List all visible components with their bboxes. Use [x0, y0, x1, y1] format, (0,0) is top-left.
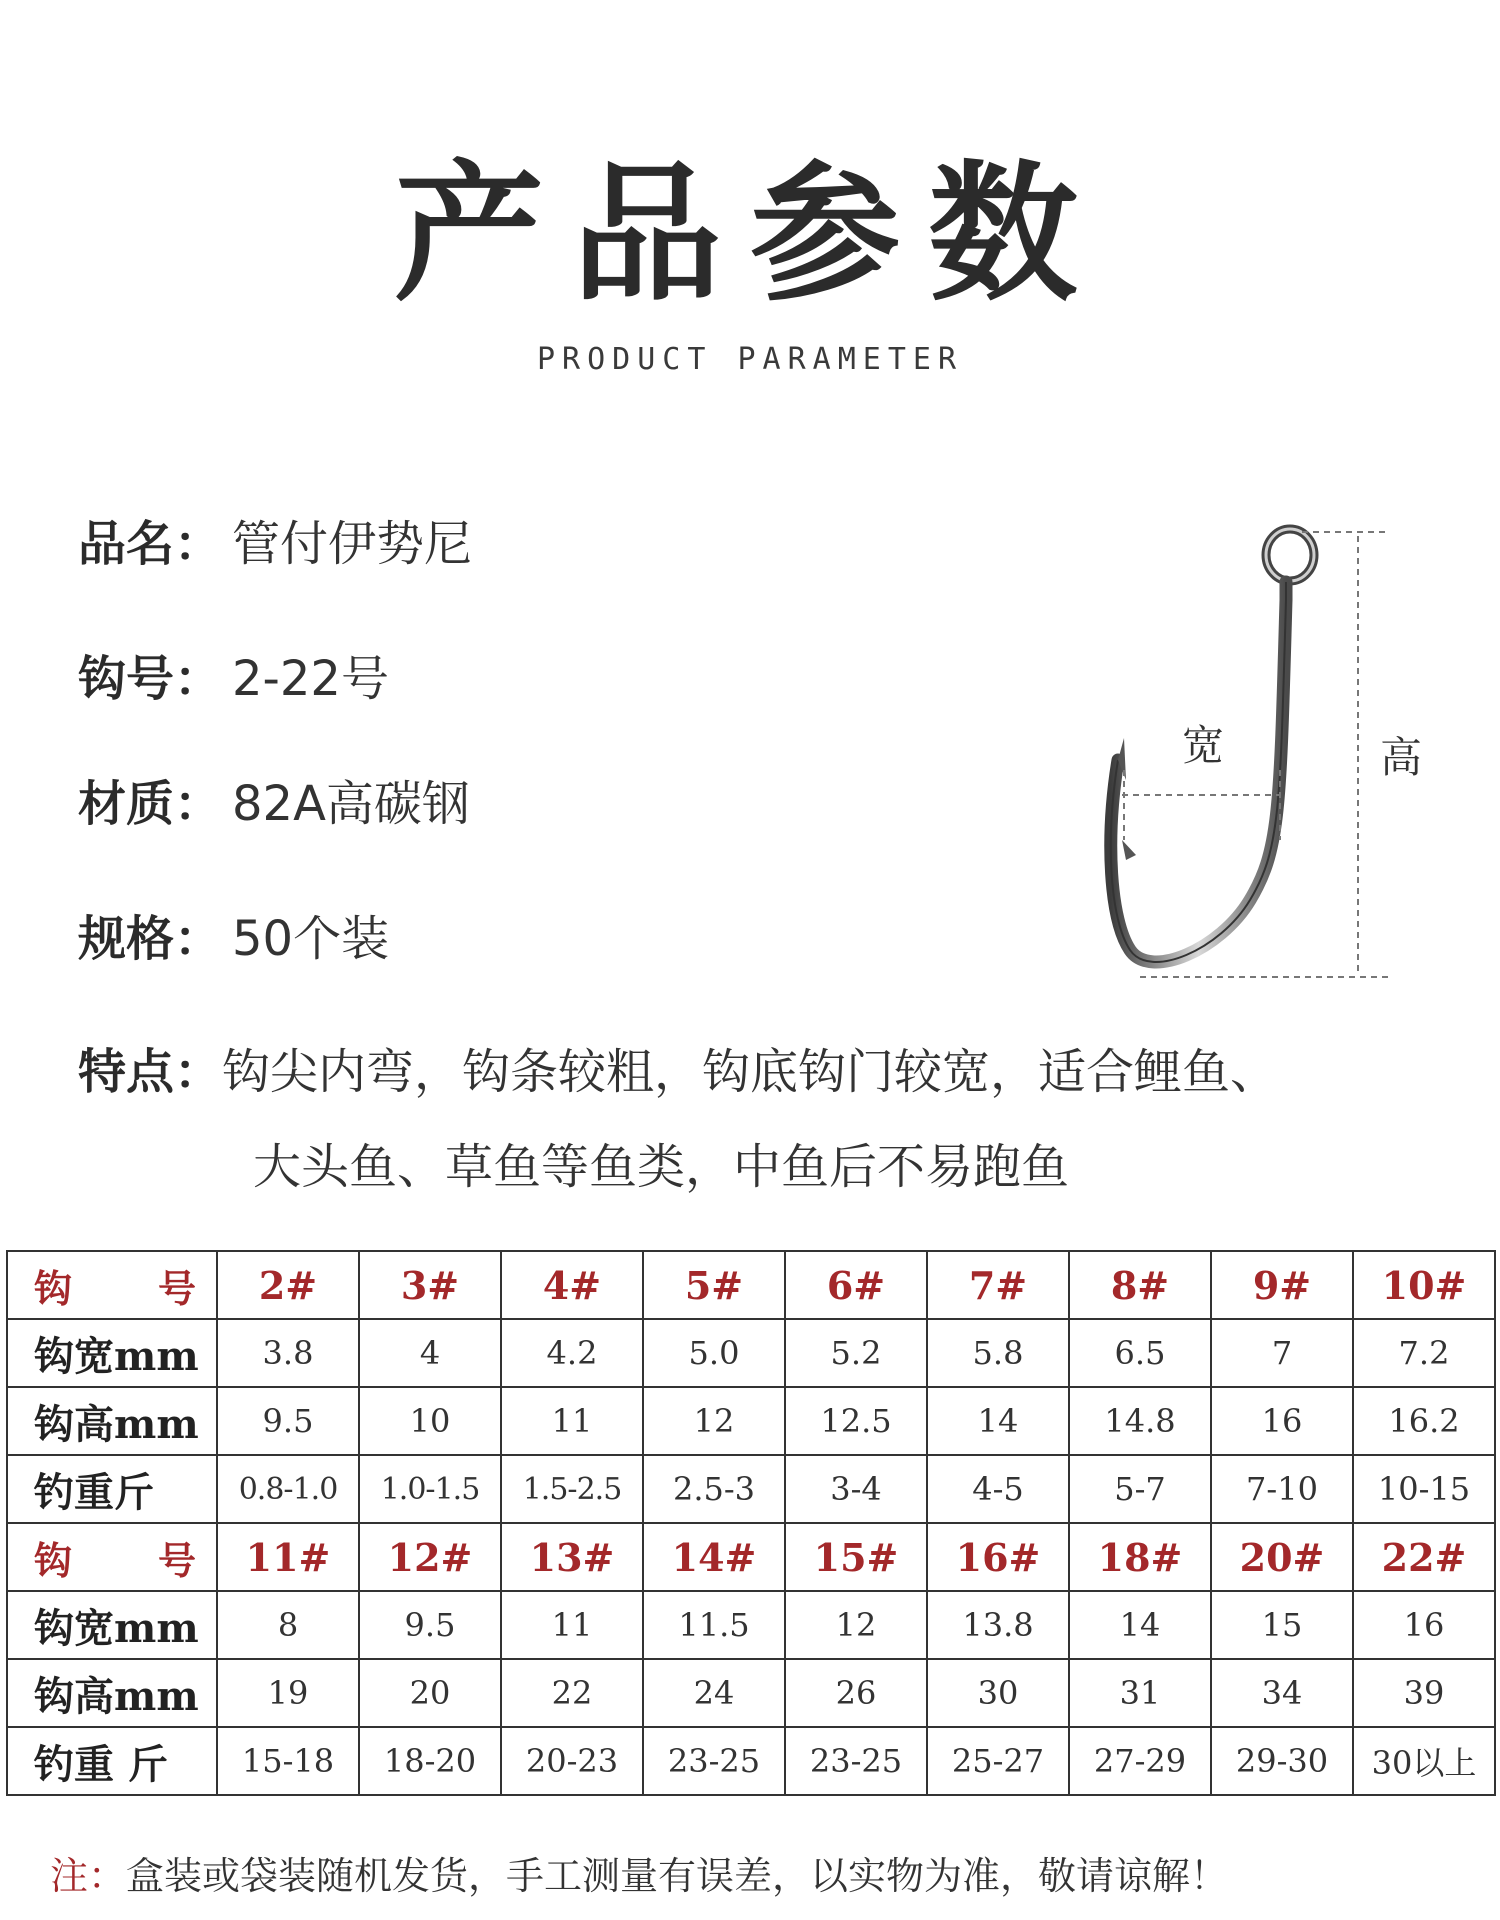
- spec-value: 50个装: [232, 911, 390, 967]
- hook-height-row: [7, 1659, 1495, 1727]
- table-cell: 9.5: [217, 1387, 359, 1455]
- table-cell: 8#: [1069, 1251, 1211, 1319]
- hook-width-row: [7, 1591, 1495, 1659]
- table-cell: 31: [1069, 1659, 1211, 1727]
- table-cell: 5.2: [785, 1319, 927, 1387]
- spec-label: 钩号：: [78, 651, 223, 707]
- table-cell: 18-20: [359, 1727, 501, 1795]
- table-cell: 14.8: [1069, 1387, 1211, 1455]
- note-text: 盒装或袋装随机发货，手工测量有误差，以实物为准，敬请谅解！: [126, 1854, 1229, 1898]
- row-header: 钩宽mm: [7, 1319, 217, 1387]
- table-cell: 3#: [359, 1251, 501, 1319]
- table-cell: 30: [927, 1659, 1069, 1727]
- dimension-lines: [1122, 532, 1390, 977]
- table-cell: 19: [217, 1659, 359, 1727]
- table-cell: 15-18: [217, 1727, 359, 1795]
- table-cell: 2.5-3: [643, 1455, 785, 1523]
- row-header: 钩高mm: [7, 1659, 217, 1727]
- table-cell: 12.5: [785, 1387, 927, 1455]
- feature-line-1: 钩尖内弯，钩条较粗，钩底钩门较宽，适合鲤鱼、: [222, 1044, 1279, 1100]
- table-cell: 30以上: [1353, 1727, 1495, 1795]
- spec-label: 材质：: [78, 776, 223, 832]
- table-cell: 12: [643, 1387, 785, 1455]
- page-subtitle: PRODUCT PARAMETER: [536, 342, 964, 377]
- row-header: 钓重斤: [7, 1455, 217, 1523]
- table-cell: 4.2: [501, 1319, 643, 1387]
- table-cell: 11.5: [643, 1591, 785, 1659]
- table-cell: 4: [359, 1319, 501, 1387]
- disclaimer-note: [50, 1854, 1229, 1898]
- width-label: 宽: [1182, 721, 1225, 770]
- table-cell: 26: [785, 1659, 927, 1727]
- table-cell: 16#: [927, 1523, 1069, 1591]
- table-cell: 8: [217, 1591, 359, 1659]
- table-cell: 11#: [217, 1523, 359, 1591]
- spec-hook-number: [78, 651, 389, 707]
- table-cell: 20: [359, 1659, 501, 1727]
- spec-value: 82A高碳钢: [232, 776, 470, 832]
- row-header: 钩 号: [7, 1251, 217, 1319]
- table-cell: 9#: [1211, 1251, 1353, 1319]
- spec-product-name: [78, 516, 473, 572]
- spec-value: 2-22号: [232, 651, 389, 707]
- table-cell: 9.5: [359, 1591, 501, 1659]
- hook-width-row: [7, 1319, 1495, 1387]
- table-cell: 24: [643, 1659, 785, 1727]
- table-cell: 1.5-2.5: [501, 1455, 643, 1523]
- table-cell: 4-5: [927, 1455, 1069, 1523]
- table-cell: 14#: [643, 1523, 785, 1591]
- note-label: 注：: [50, 1854, 127, 1898]
- feature-line-2: 大头鱼、草鱼等鱼类，中鱼后不易跑鱼: [253, 1139, 1070, 1195]
- table-cell: 12: [785, 1591, 927, 1659]
- table-cell: 16: [1353, 1591, 1495, 1659]
- table-cell: 5.0: [643, 1319, 785, 1387]
- table-cell: 14: [1069, 1591, 1211, 1659]
- table-cell: 13#: [501, 1523, 643, 1591]
- table-cell: 34: [1211, 1659, 1353, 1727]
- table-cell: 7.2: [1353, 1319, 1495, 1387]
- table-cell: 10-15: [1353, 1455, 1495, 1523]
- table-cell: 12#: [359, 1523, 501, 1591]
- table-cell: 16.2: [1353, 1387, 1495, 1455]
- row-header: 钩宽mm: [7, 1591, 217, 1659]
- table-cell: 7#: [927, 1251, 1069, 1319]
- table-cell: 11: [501, 1591, 643, 1659]
- table-cell: 1.0-1.5: [359, 1455, 501, 1523]
- table-cell: 14: [927, 1387, 1069, 1455]
- table-cell: 25-27: [927, 1727, 1069, 1795]
- table-cell: 7: [1211, 1319, 1353, 1387]
- table-cell: 20-23: [501, 1727, 643, 1795]
- table-cell: 15: [1211, 1591, 1353, 1659]
- spec-material: [78, 776, 470, 832]
- table-cell: 5#: [643, 1251, 785, 1319]
- table-cell: 4#: [501, 1251, 643, 1319]
- spec-label: 规格：: [78, 911, 223, 967]
- table-cell: 7-10: [1211, 1455, 1353, 1523]
- table-cell: 39: [1353, 1659, 1495, 1727]
- row-header: 钩高mm: [7, 1387, 217, 1455]
- table-cell: 22: [501, 1659, 643, 1727]
- table-cell: 16: [1211, 1387, 1353, 1455]
- spec-value: 管付伊势尼: [232, 516, 473, 572]
- table-cell: 23-25: [785, 1727, 927, 1795]
- table-cell: 27-29: [1069, 1727, 1211, 1795]
- table-cell: 3-4: [785, 1455, 927, 1523]
- fishing-weight-row: [7, 1727, 1495, 1795]
- row-header: 钓重 斤: [7, 1727, 217, 1795]
- fishing-weight-row: [7, 1455, 1495, 1523]
- table-cell: 15#: [785, 1523, 927, 1591]
- table-cell: 2#: [217, 1251, 359, 1319]
- table-cell: 13.8: [927, 1591, 1069, 1659]
- table-cell: 5-7: [1069, 1455, 1211, 1523]
- table-cell: 6.5: [1069, 1319, 1211, 1387]
- table-cell: 3.8: [217, 1319, 359, 1387]
- table-cell: 18#: [1069, 1523, 1211, 1591]
- table-cell: 6#: [785, 1251, 927, 1319]
- height-label: 高: [1380, 733, 1423, 782]
- table-cell: 23-25: [643, 1727, 785, 1795]
- row-header: 钩 号: [7, 1523, 217, 1591]
- table-cell: 11: [501, 1387, 643, 1455]
- table-cell: 5.8: [927, 1319, 1069, 1387]
- table-cell: 29-30: [1211, 1727, 1353, 1795]
- spec-package-size: [78, 911, 390, 967]
- table-cell: 10#: [1353, 1251, 1495, 1319]
- hook-number-row: [7, 1523, 1495, 1591]
- table-cell: 22#: [1353, 1523, 1495, 1591]
- page-title: 产品参数: [393, 148, 1106, 322]
- table-cell: 0.8-1.0: [217, 1455, 359, 1523]
- parameter-table: [6, 1250, 1496, 1796]
- table-cell: 20#: [1211, 1523, 1353, 1591]
- fish-hook-diagram: [1080, 510, 1440, 990]
- hook-height-row: [7, 1387, 1495, 1455]
- spec-label: 特点：: [78, 1044, 223, 1100]
- table-cell: 10: [359, 1387, 501, 1455]
- hook-number-row: [7, 1251, 1495, 1319]
- spec-features: [78, 1044, 1279, 1100]
- spec-label: 品名：: [78, 516, 223, 572]
